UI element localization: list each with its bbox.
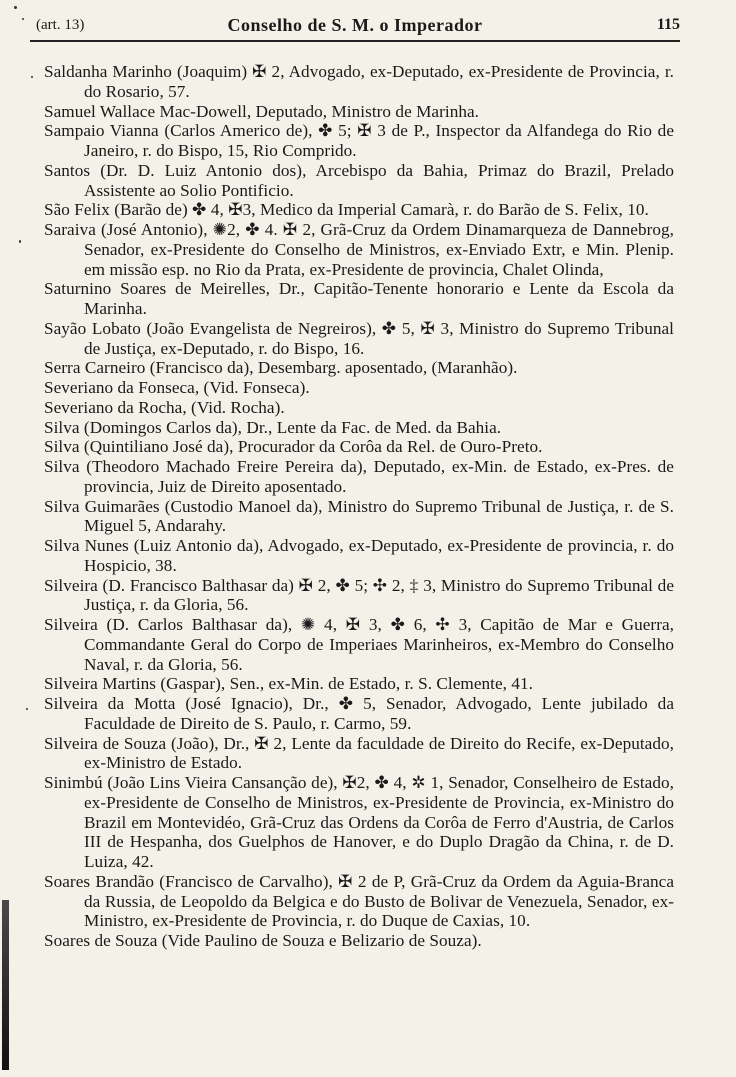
- entry-list: [44, 62, 674, 951]
- list-item: Soares de Souza (Vide Paulino de Souza e Belizario de Souza).: [44, 931, 482, 950]
- page-header: [30, 14, 680, 42]
- page-number: 115: [656, 16, 680, 33]
- list-item: Samuel Wallace Mac-Dowell, Deputado, Ministro de Marinha.: [44, 101, 480, 121]
- list-item: Sayão Lobato (João Evangelista de Negreiros), ✤ 5, ✠ 3, Ministro do Supremo Tribunal de Justiça, ex-Deputado, r. do Bispo, 16.: [44, 318, 674, 358]
- list-item: Severiano da Rocha, (Vid. Rocha).: [44, 397, 285, 417]
- list-item: Sinimbú (João Lins Vieira Cansanção de), ✠2, ✤ 4, ✲ 1, Senador, Conselheiro de Estado, ex-Presidente de Conselho de Ministros, ex-Presidente de Provincia, ex-Ministro do Brazil em Montevidéo, Grã-Cruz das Ordens da Corôa de Ferro d'Austria, de Carlos III de Hespanha, dos Guelphos de Hanover, e do Duplo Dragão da China, r. de D. Luiza, 42.: [44, 773, 674, 871]
- list-item: Silva (Quintiliano José da), Procurador da Corôa da Rel. de Ouro-Preto.: [44, 437, 543, 457]
- list-item: Silva (Theodoro Machado Freire Pereira da), Deputado, ex-Min. de Estado, ex-Pres. de provincia, Juiz de Direito aposentado.: [44, 457, 674, 496]
- list-item: Saturnino Soares de Meirelles, Dr., Capitão-Tenente honorario e Lente da Escola da Marinha.: [44, 279, 674, 318]
- list-item: Silveira (D. Carlos Balthasar da), ✺ 4, ✠ 3, ✤ 6, ✣ 3, Capitão de Mar e Guerra, Commandante Geral do Corpo de Imperiaes Marinheiros, ex-Membro do Conselho Naval, r. da Gloria, 56.: [44, 615, 674, 674]
- article-reference: (art. 13): [36, 17, 85, 33]
- list-item: Silveira Martins (Gaspar), Sen., ex-Min. de Estado, r. S. Clemente, 41.: [44, 674, 534, 694]
- list-item: Saldanha Marinho (Joaquim) ✠ 2, Advogado, ex-Deputado, ex-Presidente de Provincia, r. do Rosario, 57.: [44, 62, 674, 101]
- ink-speck: [26, 708, 28, 710]
- list-item: Sampaio Vianna (Carlos Americo de), ✤ 5; ✠ 3 de P., Inspector da Alfandega do Rio de Janeiro, r. do Bispo, 15, Rio Comprido.: [44, 121, 674, 160]
- page-edge-marks: [0, 0, 44, 1077]
- page-title: Conselho de S. M. o Imperador: [227, 15, 483, 35]
- ink-speck: [22, 18, 24, 20]
- list-item: Serra Carneiro (Francisco da), Desembarg. aposentado, (Maranhão).: [44, 358, 518, 378]
- binding-shadow: [2, 900, 9, 1070]
- list-item: São Felix (Barão de) ✤ 4, ✠3, Medico da Imperial Camarà, r. do Barão de S. Felix, 10.: [44, 200, 649, 220]
- list-item: Silveira da Motta (José Ignacio), Dr., ✤ 5, Senador, Advogado, Lente jubilado da Faculdade de Direito de S. Paulo, r. Carmo, 59.: [44, 694, 674, 733]
- list-item: Silveira (D. Francisco Balthasar da) ✠ 2, ✤ 5; ✣ 2, ‡ 3, Ministro do Supremo Tribunal de Justiça, r. da Gloria, 56.: [44, 575, 674, 615]
- list-item: Silva (Domingos Carlos da), Dr., Lente da Fac. de Med. da Bahia.: [44, 417, 502, 437]
- ink-speck: [14, 6, 17, 9]
- list-item: Silveira de Souza (João), Dr., ✠ 2, Lente da faculdade de Direito do Recife, ex-Deputado, ex-Ministro de Estado.: [44, 733, 674, 773]
- list-item: Severiano da Fonseca, (Vid. Fonseca).: [44, 378, 310, 397]
- ink-speck: [19, 240, 21, 243]
- list-item: Silva Guimarães (Custodio Manoel da), Ministro do Supremo Tribunal de Justiça, r. de S. Miguel 5, Andarahy.: [44, 496, 674, 536]
- list-item: Santos (Dr. D. Luiz Antonio dos), Arcebispo da Bahia, Primaz do Brazil, Prelado Assistente ao Solio Pontificio.: [44, 160, 674, 200]
- list-item: Silva Nunes (Luiz Antonio da), Advogado, ex-Deputado, ex-Presidente de provincia, r. do Hospicio, 38.: [44, 536, 674, 575]
- ink-speck: [31, 76, 33, 78]
- list-item: Soares Brandão (Francisco de Carvalho), ✠ 2 de P, Grã-Cruz da Ordem da Aguia-Branca da Russia, de Leopoldo da Belgica e do Busto de Bolivar de Venezuela, Senador, ex-Ministro, ex-Presidente de Provincia, r. do Duque de Caxias, 10.: [44, 871, 674, 931]
- list-item: Saraiva (José Antonio), ✺2, ✤ 4. ✠ 2, Grã-Cruz da Ordem Dinamarqueza de Dannebrog, Senador, ex-Presidente do Conselho de Ministros, ex-Enviado Extr, e Min. Plenip. em missão esp. no Rio da Prata, ex-Presidente de provincia, Chalet Olinda,: [44, 220, 674, 279]
